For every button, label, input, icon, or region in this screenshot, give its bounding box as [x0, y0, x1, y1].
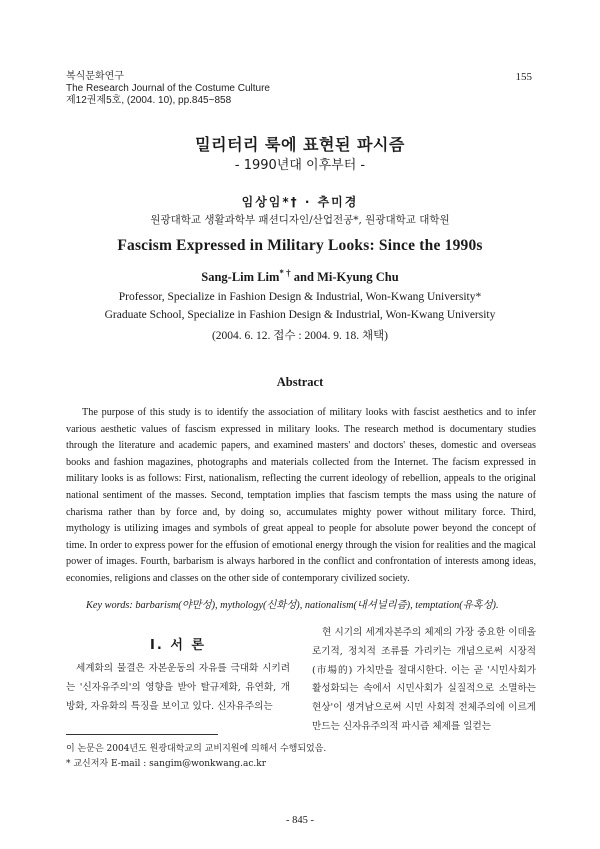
first-author: Sang-Lim Lim: [201, 270, 280, 285]
korean-affiliation: 원광대학교 생활과학부 패션디자인/산업전공*, 원광대학교 대학원: [150, 214, 450, 226]
korean-authors: 임상임*† · 추미경: [241, 195, 359, 209]
corresponding-mark: * †: [279, 268, 291, 278]
abstract-heading: Abstract: [276, 375, 324, 389]
body-column-right: 현 시기의 세계자본주의 체제의 가장 중요한 이데올로기적, 정치적 조류를 가리키는 개념으로써 시장적(市場的) 가치만을 절대시한다. 이는 곧 '시민사회가 활성화되는 속에서 시민사회가 실질적으로 소멸하는 현상'이 생겨남으로써 시민 사회적 전체주의에 이르게 만드는 신자유주의적 파시즘 체제를 일컫는: [312, 627, 536, 732]
keywords: Key words: barbarism(야만성), mythology(신화성), nationalism(내셔널리즘), temptation(유혹성).: [86, 600, 499, 611]
received-accepted-dates: (2004. 6. 12. 접수 : 2004. 9. 18. 채택): [211, 330, 389, 342]
section-heading-introduction: I. 서 론: [150, 638, 206, 653]
english-authors: [0, 268, 600, 285]
abstract-text: The purpose of this study is to identify the association of military looks with fascist aesthetics and to infer various aesthetic values of fascism expressed in military looks. The research method is documentary studies through the literature and academic papers, and examined masters' and doctors' theses, domestic and overseas books and fashion magazines, photographs and materials collected from the Internet. The facism expressed in military looks is as follows: First, nationalism, reflecting the current ideology of rebellion, appeals to the original national sentiment of the masses. Second, temptation implies that fascism tempts the mass using the nature of charisma rather than by force and, by doing so, accumulates mighty power without military force. Third, mythology is utilizing images and symbols of great appeal to people for absolute power beyond the concept of time. In order to express power for the effusion of emotional energy through the vision for realities and the magical power of images. Fourth, barbarism is always harbored in the conflict and confrontation of interests among ideas, economies, religions and classes on the other side of contemporary civilized society.: [66, 407, 536, 584]
english-title: Fascism Expressed in Military Looks: Since the 1990s: [117, 237, 483, 254]
english-affiliation-2: Graduate School, Specialize in Fashion Design & Industrial, Won-Kwang University: [104, 309, 496, 321]
korean-subtitle: - 1990년대 이후부터 -: [234, 158, 366, 173]
footnote-funding: 이 논문은 2004년도 원광대학교의 교비지원에 의해서 수행되었음.: [66, 744, 327, 754]
journal-korean-name: 복식문화연구: [66, 71, 124, 82]
korean-title: 밀리터리 룩에 표현된 파시즘: [195, 135, 405, 154]
journal-header: [66, 71, 270, 107]
footnote-divider: [66, 734, 218, 735]
english-affiliation-1: Professor, Specialize in Fashion Design & Industrial, Won-Kwang University*: [118, 291, 482, 303]
footer-page-number: - 845 -: [286, 815, 314, 826]
footnote-corresponding-author: * 교신저자 E-mail : sangim@wonkwang.ac.kr: [66, 759, 267, 769]
journal-english-name: The Research Journal of the Costume Culture: [66, 83, 270, 94]
body-column-left: 세계화의 물결은 자본운동의 자유를 극대화 시키려는 '신자유주의'의 영향을 받아 탈규제화, 유연화, 개방화, 자유화의 특징을 보이고 있다. 신자유주의는: [66, 663, 290, 712]
volume-info: 제12권제5호, (2004. 10), pp.845~858: [66, 95, 232, 106]
co-author: and Mi-Kyung Chu: [290, 270, 399, 285]
header-page-number: 155: [515, 71, 532, 83]
